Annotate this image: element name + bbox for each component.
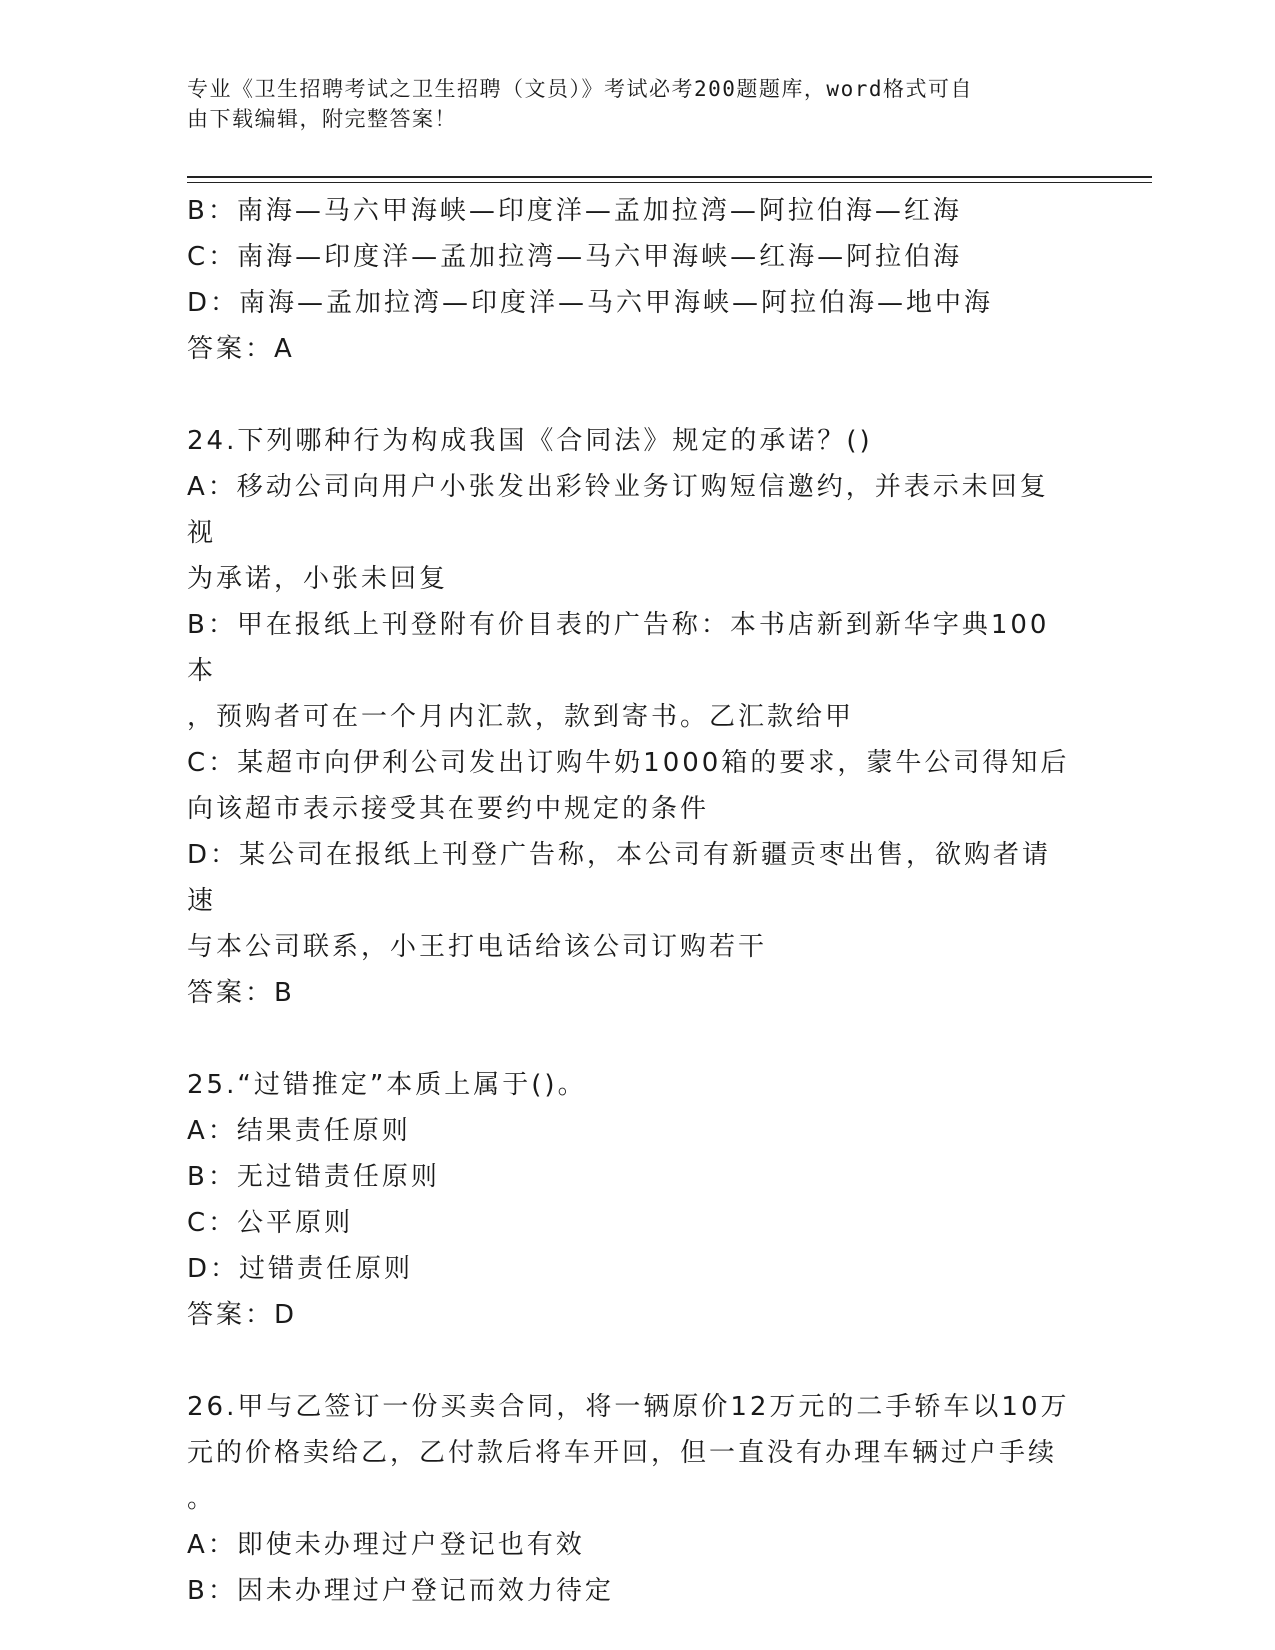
header-divider-thick xyxy=(187,176,1152,178)
q25-answer: 答案：D xyxy=(187,1300,298,1330)
q24-option-b-line-2: ，预购者可在一个月内汇款，款到寄书。乙汇款给甲 xyxy=(187,702,855,732)
header-divider-thin xyxy=(187,182,1152,183)
q24-option-c-line-1: C：某超市向伊利公司发出订购牛奶1000箱的要求，蒙牛公司得知后 xyxy=(187,748,1070,778)
q23-option-c: C：南海—印度洋—孟加拉湾—马六甲海峡—红海—阿拉伯海 xyxy=(187,242,963,272)
q26-question-line-2: 元的价格卖给乙，乙付款后将车开回，但一直没有办理车辆过户手续 xyxy=(187,1438,1058,1468)
spacer xyxy=(187,1016,1077,1062)
question-26 xyxy=(187,1384,1077,1614)
q24-option-d-line-2: 与本公司联系，小王打电话给该公司订购若干 xyxy=(187,932,768,962)
question-23 xyxy=(187,188,1077,372)
q24-option-a-line-2: 为承诺，小张未回复 xyxy=(187,564,449,594)
q23-option-b: B：南海—马六甲海峡—印度洋—孟加拉湾—阿拉伯海—红海 xyxy=(187,196,962,226)
spacer xyxy=(187,1338,1077,1384)
header-line-1: 专业《卫生招聘考试之卫生招聘（文员）》考试必考200题题库，word格式可自 xyxy=(187,77,973,101)
spacer xyxy=(187,372,1077,418)
q25-option-b: B：无过错责任原则 xyxy=(187,1162,440,1192)
q26-question-line-1: 26.甲与乙签订一份买卖合同，将一辆原价12万元的二手轿车以10万 xyxy=(187,1392,1070,1422)
q26-option-b: B：因未办理过户登记而效力待定 xyxy=(187,1576,614,1606)
header-line-2: 由下载编辑，附完整答案！ xyxy=(187,107,457,131)
q24-answer: 答案：B xyxy=(187,978,295,1008)
question-25 xyxy=(187,1062,1077,1338)
q23-answer: 答案：A xyxy=(187,334,295,364)
q25-option-d: D：过错责任原则 xyxy=(187,1254,414,1284)
q26-question-line-3: 。 xyxy=(187,1484,217,1514)
document-body xyxy=(187,188,1077,1614)
q25-option-c: C：公平原则 xyxy=(187,1208,354,1238)
q24-option-a-line-1: A：移动公司向用户小张发出彩铃业务订购短信邀约，并表示未回复视 xyxy=(187,472,1049,548)
q25-option-a: A：结果责任原则 xyxy=(187,1116,411,1146)
q24-option-c-line-2: 向该超市表示接受其在要约中规定的条件 xyxy=(187,794,710,824)
page-header xyxy=(187,74,1087,134)
q25-question: 25.“过错推定”本质上属于()。 xyxy=(187,1070,587,1100)
q26-option-a: A：即使未办理过户登记也有效 xyxy=(187,1530,585,1560)
question-24 xyxy=(187,418,1077,1016)
q24-option-d-line-1: D：某公司在报纸上刊登广告称，本公司有新疆贡枣出售，欲购者请速 xyxy=(187,840,1052,916)
q24-question: 24.下列哪种行为构成我国《合同法》规定的承诺？() xyxy=(187,426,873,456)
q24-option-b-line-1: B：甲在报纸上刊登附有价目表的广告称：本书店新到新华字典100本 xyxy=(187,610,1050,686)
q23-option-d: D：南海—孟加拉湾—印度洋—马六甲海峡—阿拉伯海—地中海 xyxy=(187,288,994,318)
